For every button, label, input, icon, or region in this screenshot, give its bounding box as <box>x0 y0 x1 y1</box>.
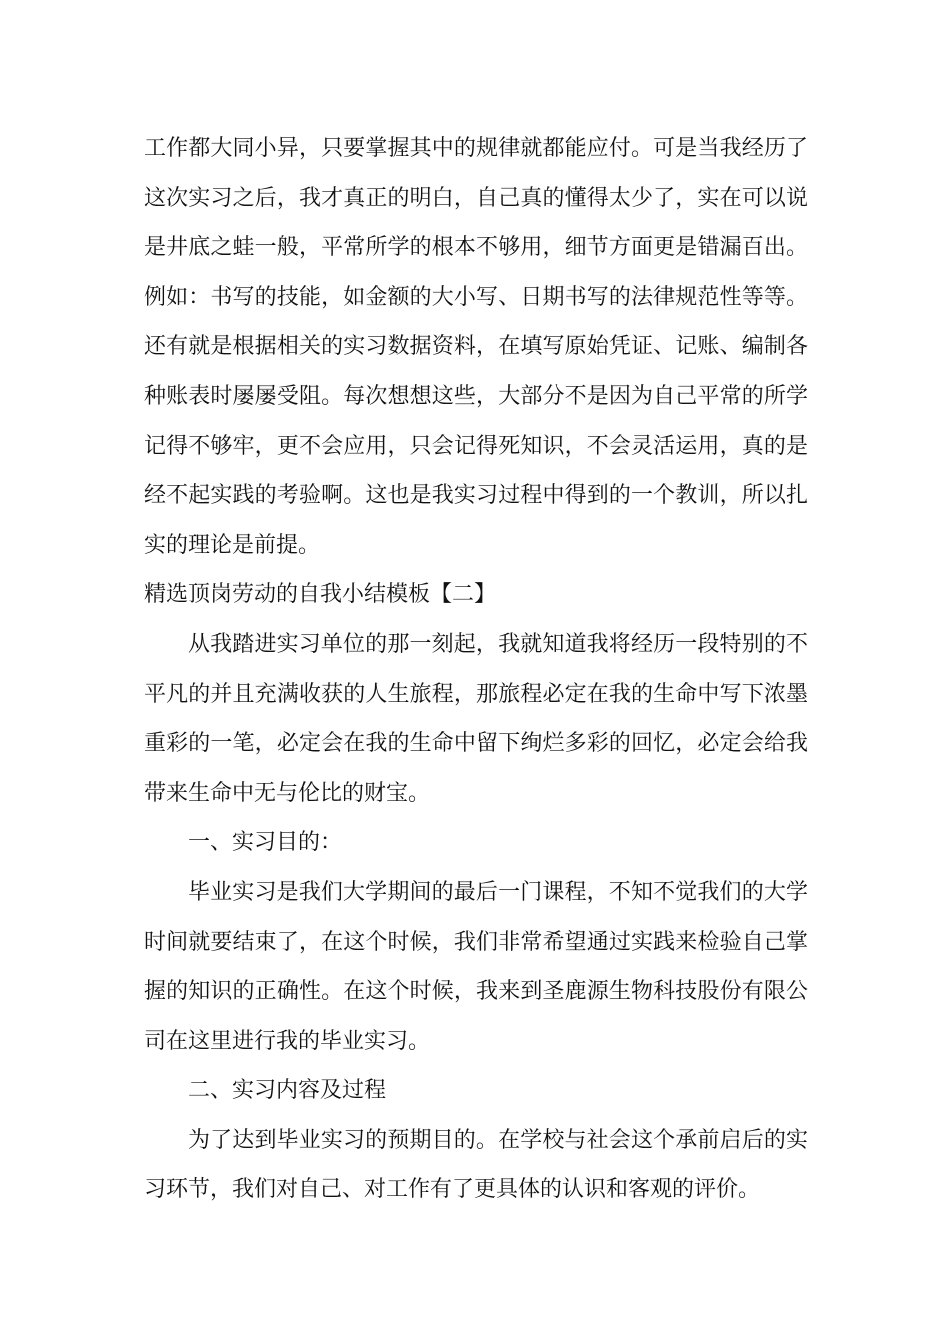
body-paragraph: 工作都大同小异，只要掌握其中的规律就都能应付。可是当我经历了这次实习之后，我才真正的明白，自己真的懂得太少了，实在可以说是井底之蛙一般，平常所学的根本不够用，细节方面更是错漏百出。例如：书写的技能，如金额的大小写、日期书写的法律规范性等等。还有就是根据相关的实习数据资料，在填写原始凭证、记账、编制各种账表时屡屡受阻。每次想想这些，大部分不是因为自己平常的所学记得不够牢，更不会应用，只会记得死知识，不会灵活运用，真的是经不起实践的考验啊。这也是我实习过程中得到的一个教训，所以扎实的理论是前提。 <box>144 136 808 558</box>
body-paragraph: 为了达到毕业实习的预期目的。在学校与社会这个承前启后的实习环节，我们对自己、对工作有了更具体的认识和客观的评价。 <box>144 1127 808 1203</box>
body-paragraph: 从我踏进实习单位的那一刻起，我就知道我将经历一段特别的不平凡的并且充满收获的人生旅程，那旅程必定在我的生命中写下浓墨重彩的一笔，必定会在我的生命中留下绚烂多彩的回忆，必定会给我带来生命中无与伦比的财宝。 <box>144 631 808 806</box>
subheading-purpose: 一、实习目的： <box>188 830 343 856</box>
section-title: 精选顶岗劳动的自我小结模板【二】 <box>144 582 497 608</box>
subheading-content: 二、实习内容及过程 <box>188 1078 387 1104</box>
body-paragraph: 毕业实习是我们大学期间的最后一门课程，不知不觉我们的大学时间就要结束了，在这个时候，我们非常希望通过实践来检验自己掌握的知识的正确性。在这个时候，我来到圣鹿源生物科技股份有限公司在这里进行我的毕业实习。 <box>144 879 808 1054</box>
document-body <box>144 124 808 1215</box>
